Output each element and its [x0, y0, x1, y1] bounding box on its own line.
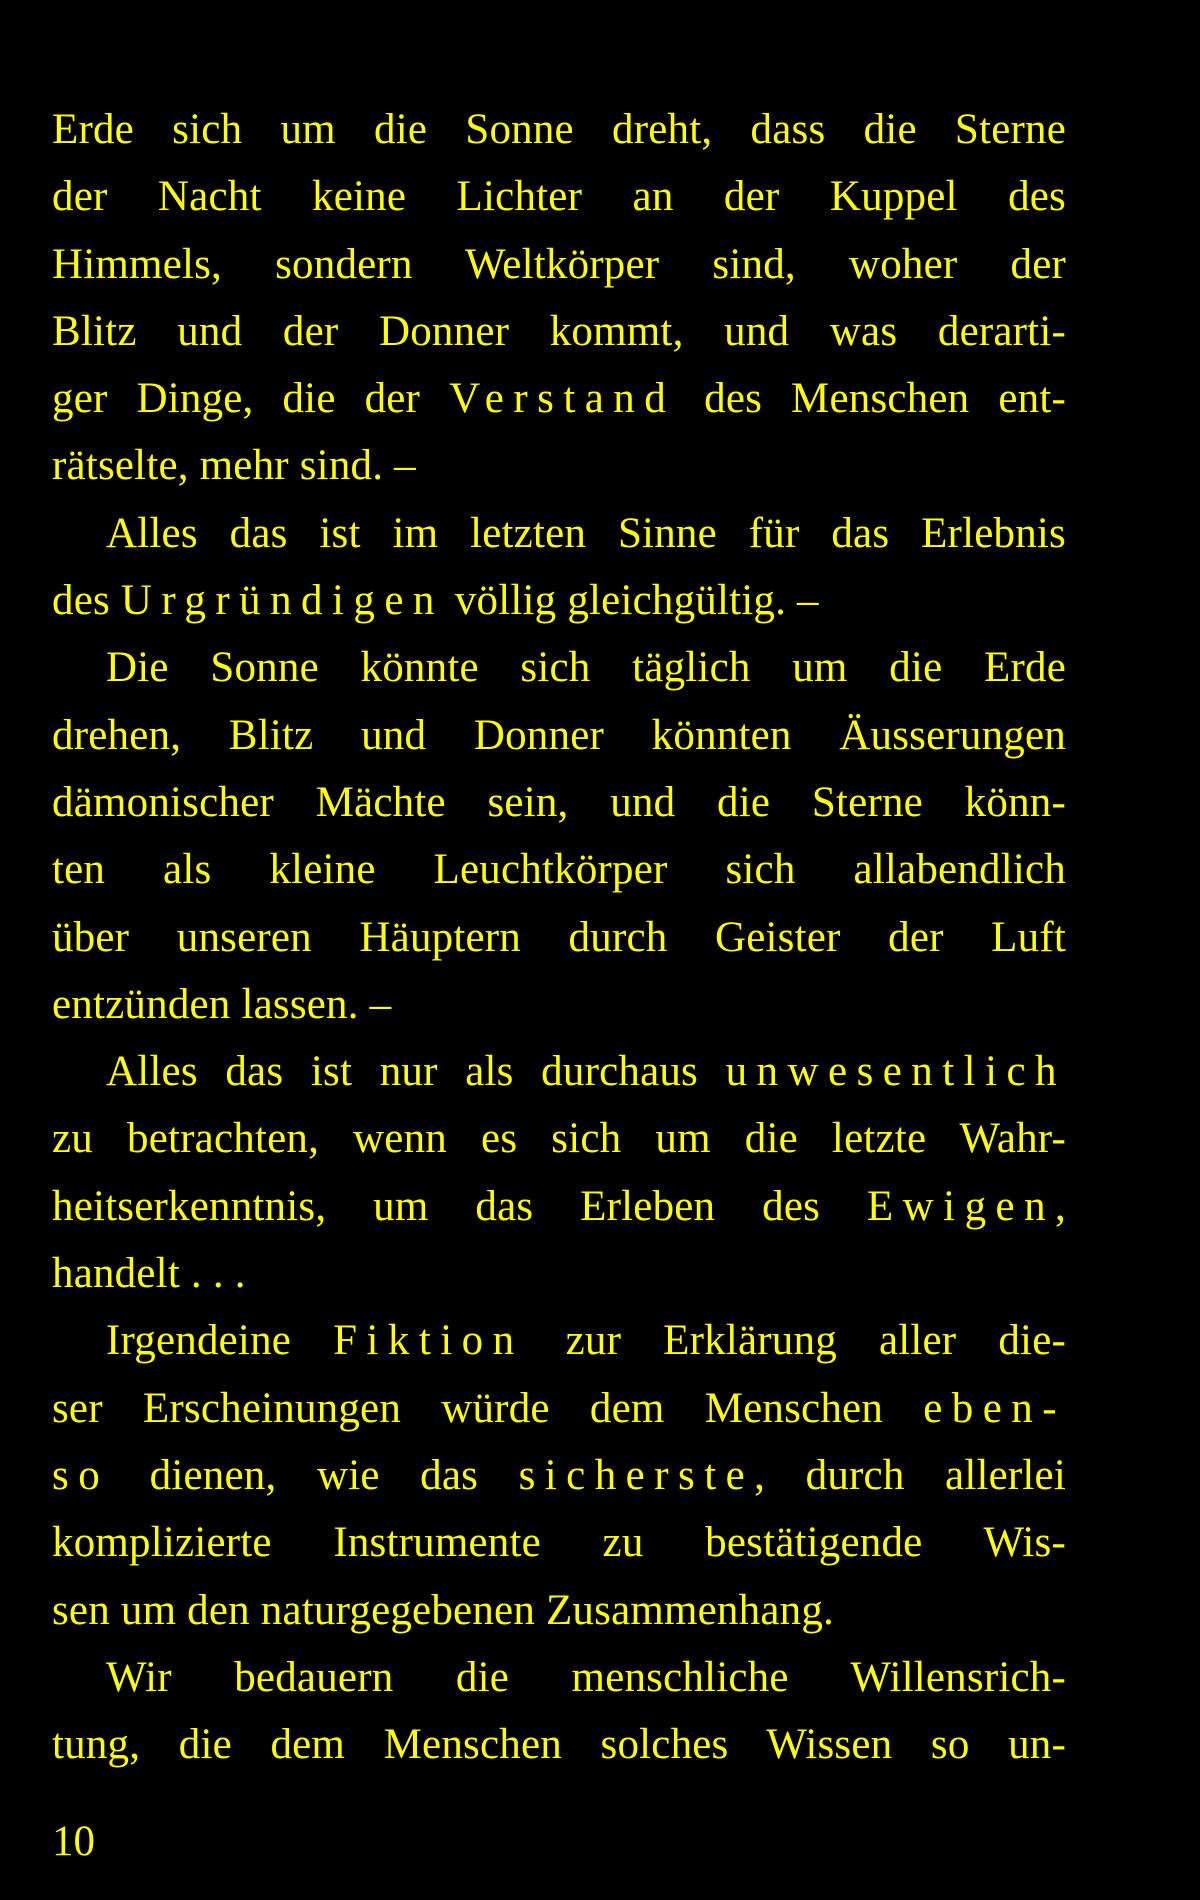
text-line: ten als kleine Leuchtkörper sich allabendlich — [52, 846, 1066, 894]
text-line: ser Erscheinungen würde dem Menschen eben- — [52, 1384, 1066, 1432]
text-line: heitserkenntnis, um das Erleben des Ewigen, — [52, 1182, 1066, 1230]
text-line: drehen, Blitz und Donner könnten Äusserungen — [52, 711, 1066, 759]
text-line: ger Dinge, die der Verstand des Menschen ent- — [52, 375, 1067, 423]
emphasized-word: unwesentlich — [725, 1048, 1066, 1096]
text-line: komplizierte Instrumente zu bestätigende Wis- — [52, 1519, 1066, 1567]
text-line: dämonischer Mächte sein, und die Sterne könn- — [52, 778, 1066, 826]
text-line: Erde sich um die Sonne dreht, dass die Sterne — [52, 106, 1066, 153]
text-line: handelt . . . — [52, 1250, 246, 1298]
emphasized-word: eben- — [923, 1384, 1066, 1432]
paragraph-start-line: Alles das ist im letzten Sinne für das Erlebnis — [106, 509, 1066, 557]
text-line: entzünden lassen. – — [52, 980, 392, 1028]
text-line: so dienen, wie das sicherste, durch allerlei — [52, 1451, 1066, 1499]
emphasized-word: sicherste — [518, 1451, 755, 1499]
text-line: sen um den naturgegebenen Zusammenhang. — [52, 1586, 834, 1634]
body-text — [52, 96, 1066, 1778]
text-line: über unseren Häuptern durch Geister der Luft — [52, 913, 1066, 961]
emphasized-word: Fiktion — [333, 1317, 524, 1365]
page-number: 10 — [52, 1818, 95, 1865]
paragraph-start-line: Alles das ist nur als durchaus unwesentlich — [106, 1048, 1066, 1096]
text-line: tung, die dem Menschen solches Wissen so un- — [52, 1721, 1066, 1769]
text-line: des Urgründigen völlig gleichgültig. – — [52, 577, 819, 625]
paragraph-start-line: Irgendeine Fiktion zur Erklärung aller die- — [106, 1317, 1067, 1365]
emphasized-word: so — [52, 1451, 110, 1499]
text-line: rätselte, mehr sind. – — [52, 442, 416, 490]
paragraph-start-line: Wir bedauern die menschliche Willensrich- — [106, 1653, 1066, 1701]
emphasized-word: Verstand — [449, 375, 676, 423]
text-line: Blitz und der Donner kommt, und was derarti- — [52, 307, 1066, 355]
text-line: der Nacht keine Lichter an der Kuppel des — [52, 173, 1066, 221]
text-line: zu betrachten, wenn es sich um die letzte Wahr- — [52, 1115, 1066, 1163]
emphasized-word: Ewigen — [866, 1182, 1056, 1230]
emphasized-word: Urgründigen — [120, 577, 444, 625]
text-line: Himmels, sondern Weltkörper sind, woher der — [52, 240, 1066, 288]
paragraph-start-line: Die Sonne könnte sich täglich um die Erde — [106, 644, 1066, 692]
